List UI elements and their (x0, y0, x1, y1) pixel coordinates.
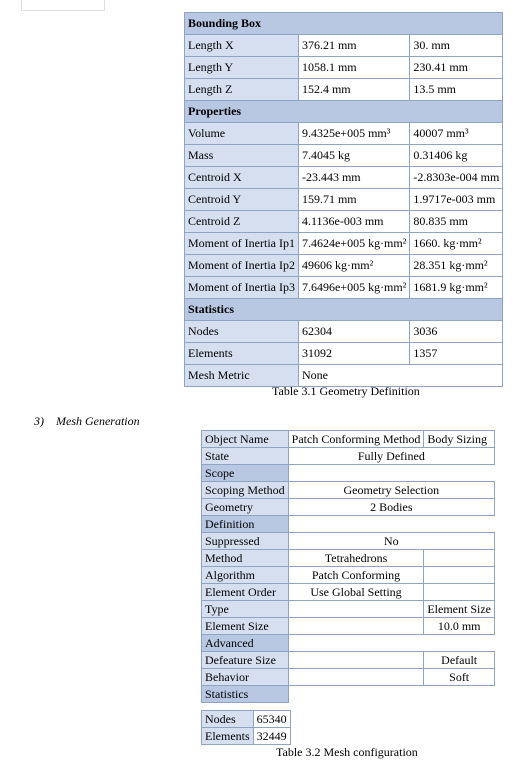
table-3-1-caption: Table 3.1 Geometry Definition (272, 384, 420, 398)
method-value: Tetrahedrons (288, 550, 424, 567)
state-value: Fully Defined (288, 448, 494, 465)
row-value: 80.835 mm (410, 211, 503, 233)
row-value: 230.41 mm (410, 57, 503, 79)
empty-cell (288, 618, 424, 635)
table-row (185, 189, 503, 211)
table-row (185, 123, 503, 145)
table-row (202, 711, 291, 728)
logo-frame (21, 0, 105, 11)
algorithm-label: Algorithm (202, 567, 289, 584)
row-value: 1058.1 mm (298, 57, 409, 79)
element-size-label: Element Size (202, 618, 289, 635)
row-value: 4.1136e-003 mm (298, 211, 409, 233)
empty-cell (288, 669, 424, 686)
table-row (202, 652, 495, 669)
row-label: Length X (185, 35, 299, 57)
row-label: Moment of Inertia Ip1 (185, 233, 299, 255)
row-label: Centroid Y (185, 189, 299, 211)
defeature-size-value: Default (424, 652, 495, 669)
empty-cell (424, 584, 495, 601)
suppressed-value: No (288, 533, 494, 550)
row-value: 30. mm (410, 35, 503, 57)
blank-cell (288, 686, 494, 703)
row-label: Moment of Inertia Ip3 (185, 277, 299, 299)
table-row (202, 601, 495, 618)
section-title: Properties (185, 101, 503, 123)
scoping-method-label: Scoping Method (202, 482, 289, 499)
state-label: State (202, 448, 289, 465)
table-row (185, 277, 503, 299)
blank-cell (288, 516, 494, 533)
row-value: 1660. kg·mm² (410, 233, 503, 255)
behavior-value: Soft (424, 669, 495, 686)
table-3-2-caption: Table 3.2 Mesh configuration (276, 745, 418, 759)
section-row (185, 101, 503, 123)
table-row (202, 533, 495, 550)
section-row (185, 13, 503, 35)
section-title: Statistics (185, 299, 503, 321)
row-value: 1.9717e-003 mm (410, 189, 503, 211)
suppressed-label: Suppressed (202, 533, 289, 550)
row-label: Mass (185, 145, 299, 167)
empty-cell (424, 550, 495, 567)
table-row (185, 211, 503, 233)
row-label: Moment of Inertia Ip2 (185, 255, 299, 277)
table-row (202, 550, 495, 567)
nodes-label: Nodes (202, 711, 254, 728)
table-row (202, 499, 495, 516)
element-size-value: 10.0 mm (424, 618, 495, 635)
table-row (185, 145, 503, 167)
row-value: 159.71 mm (298, 189, 409, 211)
row-value: 7.6496e+005 kg·mm² (298, 277, 409, 299)
row-value: 62304 (298, 321, 409, 343)
empty-cell (288, 601, 424, 618)
advanced-section: Advanced (202, 635, 289, 652)
section-row (202, 465, 495, 482)
section-row (202, 686, 495, 703)
object-name-col2: Body Sizing (424, 431, 495, 448)
row-value: 1357 (410, 343, 503, 365)
section-title: Bounding Box (185, 13, 503, 35)
blank-cell (288, 465, 494, 482)
row-value: 28.351 kg·mm² (410, 255, 503, 277)
table-row (202, 431, 495, 448)
table-row (202, 584, 495, 601)
row-value: 31092 (298, 343, 409, 365)
type-label: Type (202, 601, 289, 618)
row-value: 0.31406 kg (410, 145, 503, 167)
table-row (202, 669, 495, 686)
element-order-label: Element Order (202, 584, 289, 601)
row-value: 3036 (410, 321, 503, 343)
table-row (185, 343, 503, 365)
row-label: Volume (185, 123, 299, 145)
mesh-metric-label: Mesh Metric (185, 365, 299, 387)
table-row (185, 233, 503, 255)
table-row (185, 57, 503, 79)
section-row (185, 299, 503, 321)
table-row (185, 255, 503, 277)
row-value: 1681.9 kg·mm² (410, 277, 503, 299)
row-label: Elements (185, 343, 299, 365)
table-row (202, 567, 495, 584)
row-value: 7.4624e+005 kg·mm² (298, 233, 409, 255)
table-row (202, 482, 495, 499)
empty-cell (288, 652, 424, 669)
row-label: Length Y (185, 57, 299, 79)
blank-cell (288, 635, 494, 652)
elements-value: 32449 (253, 728, 290, 745)
defeature-size-label: Defeature Size (202, 652, 289, 669)
table-row (202, 728, 291, 745)
table-row (185, 167, 503, 189)
row-label: Centroid X (185, 167, 299, 189)
section-row (202, 516, 495, 533)
row-label: Centroid Z (185, 211, 299, 233)
elements-label: Elements (202, 728, 254, 745)
row-value: -2.8303e-004 mm (410, 167, 503, 189)
object-name-label: Object Name (202, 431, 289, 448)
row-value: 40007 mm³ (410, 123, 503, 145)
table-row (185, 321, 503, 343)
mesh-statistics-table (201, 710, 291, 745)
row-value: 7.4045 kg (298, 145, 409, 167)
nodes-value: 65340 (253, 711, 290, 728)
table-row (185, 79, 503, 101)
element-order-value: Use Global Setting (288, 584, 424, 601)
geometry-value: 2 Bodies (288, 499, 494, 516)
table-row (202, 448, 495, 465)
row-value: 49606 kg·mm² (298, 255, 409, 277)
object-name-col1: Patch Conforming Method (288, 431, 424, 448)
row-value: -23.443 mm (298, 167, 409, 189)
table-row (202, 618, 495, 635)
section-row (202, 635, 495, 652)
algorithm-value: Patch Conforming (288, 567, 424, 584)
scope-section: Scope (202, 465, 289, 482)
behavior-label: Behavior (202, 669, 289, 686)
section-heading-mesh-generation: 3) Mesh Generation (34, 414, 140, 428)
definition-section: Definition (202, 516, 289, 533)
statistics-section: Statistics (202, 686, 289, 703)
method-label: Method (202, 550, 289, 567)
mesh-metric-value: None (298, 365, 502, 387)
table-row (185, 35, 503, 57)
mesh-configuration-table (201, 430, 495, 703)
row-label: Length Z (185, 79, 299, 101)
type-value: Element Size (424, 601, 495, 618)
row-label: Nodes (185, 321, 299, 343)
empty-cell (424, 567, 495, 584)
row-value: 9.4325e+005 mm³ (298, 123, 409, 145)
geometry-definition-table (184, 12, 503, 387)
row-value: 376.21 mm (298, 35, 409, 57)
row-value: 13.5 mm (410, 79, 503, 101)
geometry-label: Geometry (202, 499, 289, 516)
scoping-method-value: Geometry Selection (288, 482, 494, 499)
row-value: 152.4 mm (298, 79, 409, 101)
